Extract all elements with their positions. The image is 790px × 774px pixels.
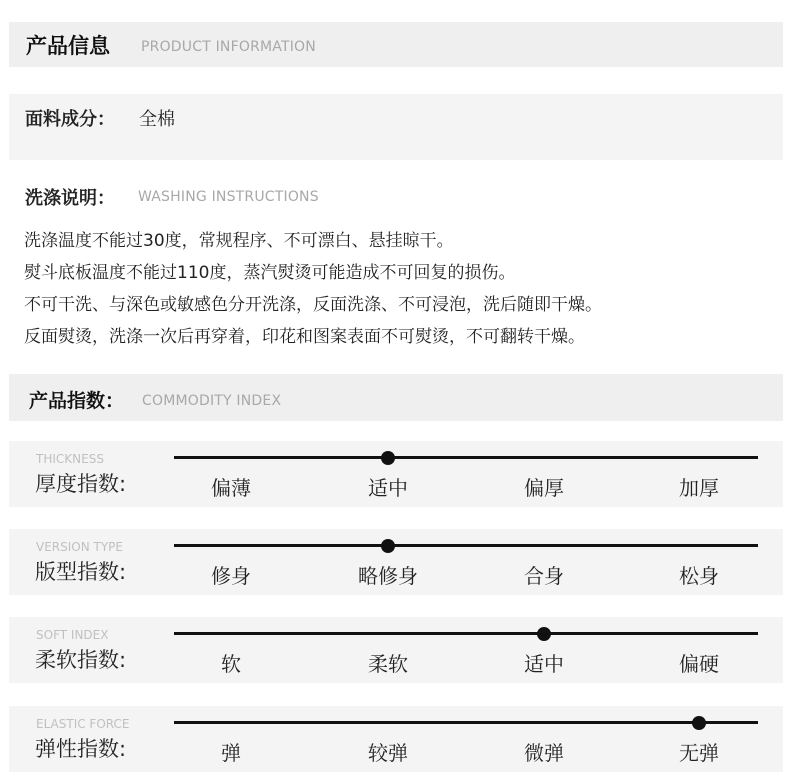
commodity-index-header	[9, 374, 783, 421]
index-option: 合身	[524, 564, 564, 588]
version-type-index	[9, 529, 783, 595]
index-marker	[381, 539, 395, 553]
commodity-index-subtitle: COMMODITY INDEX	[142, 393, 282, 409]
fabric-value: 全棉	[139, 109, 175, 130]
index-en-label: ELASTIC FORCE	[36, 717, 130, 731]
index-en-label: SOFT INDEX	[36, 628, 109, 642]
elastic-force-index	[9, 706, 783, 772]
index-option: 适中	[368, 476, 408, 500]
index-option: 松身	[679, 564, 719, 588]
washing-line: 洗涤温度不能过30度，常规程序、不可漂白、悬挂晾干。	[24, 231, 454, 251]
index-marker	[537, 627, 551, 641]
index-option: 无弹	[679, 741, 719, 765]
washing-subtitle: WASHING INSTRUCTIONS	[138, 189, 319, 205]
index-zh-label: 版型指数:	[35, 560, 127, 584]
product-info-title: 产品信息	[26, 34, 110, 58]
index-zh-label: 弹性指数:	[35, 737, 127, 761]
product-info-header	[9, 22, 783, 67]
index-option: 适中	[524, 652, 564, 676]
thickness-index	[9, 441, 783, 507]
index-option: 软	[221, 652, 241, 676]
product-info-subtitle: PRODUCT INFORMATION	[141, 39, 316, 55]
index-zh-label: 厚度指数:	[35, 472, 127, 496]
index-option: 偏薄	[211, 476, 251, 500]
washing-line: 不可干洗、与深色或敏感色分开洗涤，反面洗涤、不可浸泡，洗后随即干燥。	[24, 295, 602, 315]
index-option: 修身	[211, 564, 251, 588]
index-option: 弹	[221, 741, 241, 765]
index-option: 偏厚	[524, 476, 564, 500]
index-option: 略修身	[358, 564, 418, 588]
index-marker	[692, 716, 706, 730]
index-scale-track	[174, 456, 758, 459]
index-marker	[381, 451, 395, 465]
index-scale-track	[174, 721, 758, 724]
commodity-index-title: 产品指数：	[29, 390, 125, 412]
washing-title: 洗涤说明：	[25, 188, 115, 209]
fabric-label: 面料成分：	[25, 109, 115, 130]
index-en-label: THICKNESS	[36, 452, 104, 466]
index-option: 柔软	[368, 652, 408, 676]
index-option: 偏硬	[679, 652, 719, 676]
washing-line: 熨斗底板温度不能过110度，蒸汽熨烫可能造成不可回复的损伤。	[24, 263, 516, 283]
index-option: 加厚	[679, 476, 719, 500]
washing-line: 反面熨烫，洗涤一次后再穿着，印花和图案表面不可熨烫，不可翻转干燥。	[24, 327, 585, 347]
fabric-composition	[9, 94, 783, 160]
index-scale-track	[174, 632, 758, 635]
index-option: 微弹	[524, 741, 564, 765]
index-option: 较弹	[368, 741, 408, 765]
soft-index	[9, 617, 783, 683]
index-scale-track	[174, 544, 758, 547]
index-en-label: VERSION TYPE	[36, 540, 123, 554]
index-zh-label: 柔软指数:	[35, 648, 127, 672]
